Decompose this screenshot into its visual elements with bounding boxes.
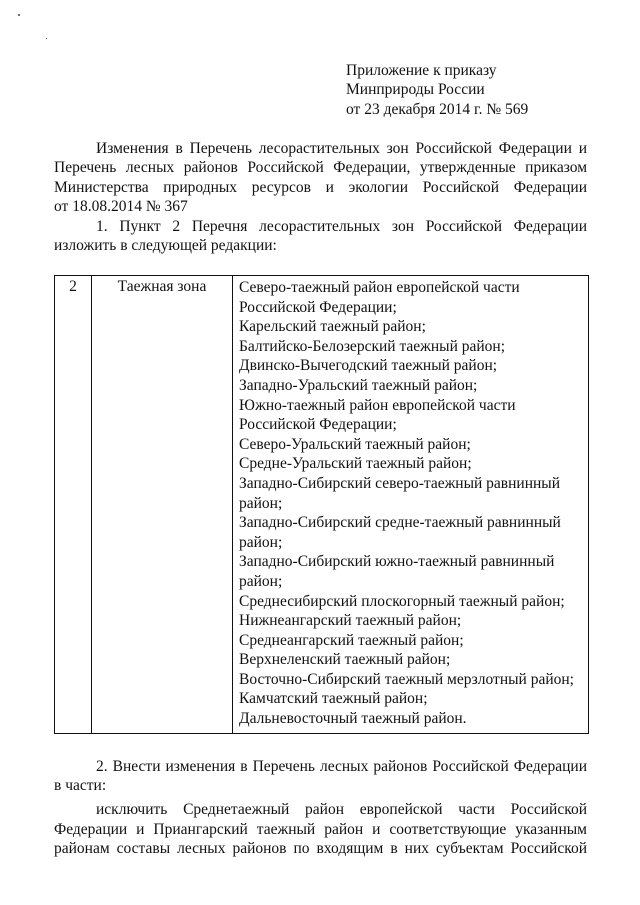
region-line: Российской Федерации; [239,298,397,316]
title-line-3: Министерства природных ресурсов и экологии Российской Федерации [54,179,587,196]
region-line: район; [239,572,283,590]
region-line: Северо-Уральский таежный район; [239,435,471,453]
region-line: Балтийско-Белозерский таежный район; [239,337,506,355]
region-line: Двинско-Вычегодский таежный район; [239,357,498,375]
region-line: район; [239,494,283,512]
item2-line-2: в части: [54,777,107,794]
region-line: Нижнеангарский таежный район; [239,612,462,630]
forest-zones-table [54,275,589,734]
title-line-1: Изменения в Перечень лесорастительных зон Российской Федерации и [96,140,587,157]
region-line: Российской Федерации; [239,416,397,434]
scan-speck [18,14,20,16]
scan-speck [46,38,47,39]
region-line: Карельский таежный район; [239,318,426,336]
row-number-cell: 2 [55,276,92,734]
region-line: Средне-Уральский таежный район; [239,455,472,473]
item2-line-5: районам составы лесных районов по входящим в них субъектам Российской [54,840,587,857]
item2-line-3: исключить Среднетаежный район европейской части Российской [96,801,587,818]
region-line: Дальневосточный таежный район. [239,710,467,728]
region-line: Южно-таежный район европейской части [239,396,516,414]
region-line: Верхнеленский таежный район; [239,651,451,669]
region-line: Среднеангарский таежный район; [239,631,464,649]
region-line: район; [239,533,283,551]
item2-line-4: Федерации и Приангарский таежный район и соответствующие указанным [54,821,587,838]
appendix-line-3: от 23 декабря 2014 г. № 569 [346,101,529,118]
region-line: Северо-таежный район европейской части [239,279,520,296]
region-line: Западно-Сибирский южно-таежный равнинный [239,553,555,571]
region-line: Западно-Сибирский северо-таежный равнинный [239,474,561,492]
item1-line-2: изложить в следующей редакции: [54,237,277,254]
region-line: Восточно-Сибирский таежный мерзлотный район; [239,670,574,688]
title-line-4: от 18.08.2014 № 367 [54,198,188,215]
region-line: Камчатский таежный район; [239,690,428,708]
zone-name-cell: Таежная зона [92,276,233,734]
appendix-line-2: Минприроды России [346,81,485,98]
appendix-line-1: Приложение к приказу [346,62,497,79]
region-line: Западно-Уральский таежный район; [239,376,478,394]
regions-cell [233,276,589,734]
item2-line-1: 2. Внести изменения в Перечень лесных районов Российской Федерации [96,758,587,775]
table-row [55,276,589,734]
region-line: Западно-Сибирский средне-таежный равнинный [239,514,561,532]
item1-line-1: 1. Пункт 2 Перечня лесорастительных зон Российской Федерации [96,218,587,235]
title-line-2: Перечень лесных районов Российской Федерации, утвержденные приказом [54,159,587,176]
region-line: Среднесибирский плоскогорный таежный район; [239,592,565,610]
